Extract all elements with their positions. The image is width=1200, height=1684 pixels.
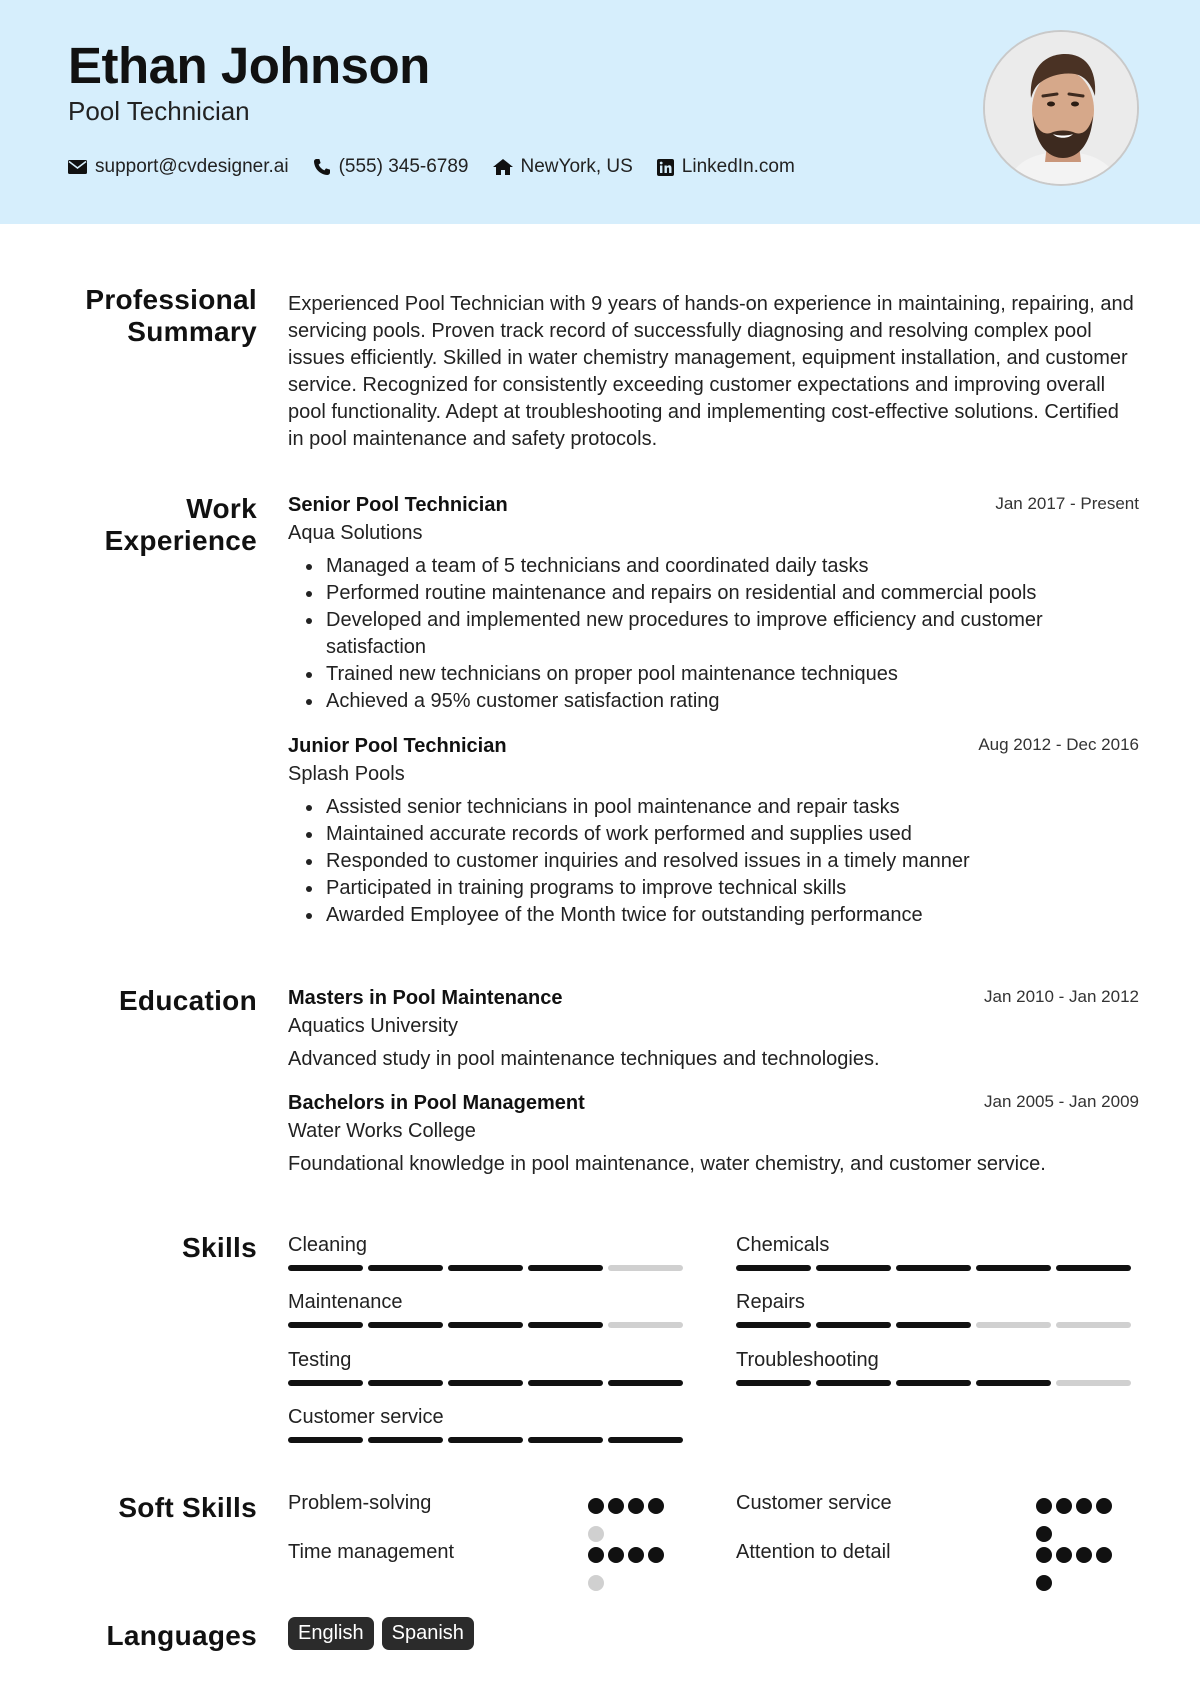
skill-label: Cleaning [288,1234,367,1256]
skill-segment-filled [896,1265,971,1271]
bullet-item: Developed and implemented new procedures to improve efficiency and customer satisfaction [288,607,1139,661]
soft-skill-label: Time management [288,1541,454,1563]
profile-photo [983,30,1139,186]
language-badge: English [288,1617,374,1650]
section-heading-skills [182,1232,257,1264]
rating-dot-filled [648,1547,664,1563]
rating-dot-empty [588,1526,604,1542]
rating-dot-filled [1096,1498,1112,1514]
candidate-name: Ethan Johnson [68,37,430,94]
skill-label: Maintenance [288,1291,403,1313]
skill-label: Troubleshooting [736,1349,879,1371]
bullet-item: Managed a team of 5 technicians and coordinated daily tasks [288,553,1139,580]
bullet-item: Participated in training programs to improve technical skills [288,875,1139,902]
education-school: Aquatics University [288,1015,459,1037]
job-dates: Aug 2012 - Dec 2016 [978,735,1139,754]
skill-segment-filled [368,1380,443,1386]
bullet-item: Responded to customer inquiries and resolved issues in a timely manner [288,848,1139,875]
rating-dot-filled [1056,1547,1072,1563]
job-role: Senior Pool Technician [288,494,508,516]
section-heading-education [119,985,257,1017]
education-degree: Masters in Pool Maintenance [288,987,563,1009]
contact-location-text: NewYork, US [520,156,633,177]
skill-segment-filled [976,1265,1051,1271]
skill-level-bar [736,1322,1136,1328]
skill-item [288,1234,688,1271]
rating-dot-filled [608,1498,624,1514]
soft-skill-label: Customer service [736,1492,892,1514]
rating-dot-filled [1036,1575,1052,1591]
skill-segment-filled [736,1265,811,1271]
skill-segment-filled [736,1322,811,1328]
rating-dot-filled [608,1547,624,1563]
skill-item [288,1406,688,1443]
skill-item [288,1349,688,1386]
skill-segment-filled [288,1380,363,1386]
skill-level-bar [736,1265,1136,1271]
education-description: Advanced study in pool maintenance techniques and technologies. [288,1048,880,1070]
resume-header [0,0,1200,224]
skill-segment-filled [368,1265,443,1271]
skill-level-bar [736,1380,1136,1386]
rating-dot-filled [628,1547,644,1563]
skill-segment-empty [1056,1380,1131,1386]
experience-entry [288,735,1139,929]
skill-segment-filled [816,1265,891,1271]
rating-dot-filled [1036,1498,1052,1514]
rating-dot-filled [588,1547,604,1563]
skill-segment-filled [976,1380,1051,1386]
soft-skill-dots [588,1498,678,1554]
contact-bar [68,156,819,178]
section-heading-languages-text: Languages [106,1620,257,1651]
rating-dot-filled [1076,1547,1092,1563]
job-company: Aqua Solutions [288,522,423,544]
contact-email[interactable] [68,156,289,178]
section-heading-languages [106,1620,257,1652]
rating-dot-filled [1096,1547,1112,1563]
rating-dot-filled [1076,1498,1092,1514]
skill-segment-filled [288,1322,363,1328]
rating-dot-filled [628,1498,644,1514]
skill-segment-filled [896,1322,971,1328]
job-role: Junior Pool Technician [288,735,507,757]
skill-level-bar [288,1380,688,1386]
skill-segment-empty [608,1265,683,1271]
skill-segment-filled [288,1437,363,1443]
education-description: Foundational knowledge in pool maintenance, water chemistry, and customer service. [288,1153,1046,1175]
skill-segment-filled [608,1437,683,1443]
soft-skill-dots [1036,1547,1126,1603]
language-badge: Spanish [382,1617,474,1650]
skill-segment-empty [976,1322,1051,1328]
section-heading-soft-skills-text: Soft Skills [118,1492,257,1523]
bullet-item: Achieved a 95% customer satisfaction rating [288,688,1139,715]
rating-dot-filled [648,1498,664,1514]
section-heading-experience [77,493,257,557]
section-heading-soft-skills [118,1492,257,1524]
skill-segment-filled [528,1437,603,1443]
skill-segment-filled [896,1380,971,1386]
skill-segment-empty [1056,1322,1131,1328]
skill-segment-filled [1056,1265,1131,1271]
job-company: Splash Pools [288,763,405,785]
soft-skill-dots [588,1547,678,1603]
summary-text: Experienced Pool Technician with 9 years of hands-on experience in maintaining, repairing, and servicing pools. Proven track record of successfully diagnosing and resolving complex pool issues efficiently. Skilled in water chemistry management, equipment installation, and customer service. Recognized for consistently exceeding customer expectations and improving overall pool functionality. Adept at troubleshooting and implementing cost-effective solutions. Certified in pool maintenance and safety protocols. [288,293,1134,450]
education-entry [288,987,1139,1073]
linkedin-icon [657,159,674,176]
rating-dot-filled [1036,1547,1052,1563]
skill-segment-filled [528,1322,603,1328]
skill-segment-filled [368,1322,443,1328]
contact-linkedin-text: LinkedIn.com [681,156,795,177]
skill-segment-filled [608,1380,683,1386]
soft-skill-label: Attention to detail [736,1541,891,1563]
education-dates: Jan 2005 - Jan 2009 [983,1092,1139,1111]
rating-dot-filled [588,1498,604,1514]
skill-segment-filled [528,1265,603,1271]
skill-segment-filled [816,1322,891,1328]
skill-item [288,1291,688,1328]
job-title: Pool Technician [68,96,250,126]
section-heading-summary [0,284,257,348]
section-heading-education-text: Education [118,985,257,1016]
bullet-item: Awarded Employee of the Month twice for outstanding performance [288,902,1139,929]
skill-level-bar [288,1322,688,1328]
contact-phone[interactable] [313,156,469,178]
bullet-item: Assisted senior technicians in pool maintenance and repair tasks [288,794,1139,821]
envelope-icon [68,160,87,174]
education-school: Water Works College [288,1120,476,1142]
bullet-item: Trained new technicians on proper pool maintenance techniques [288,661,1139,688]
education-dates: Jan 2010 - Jan 2012 [983,987,1139,1006]
skill-item [736,1349,1136,1386]
education-entry [288,1092,1139,1178]
job-bullets [288,794,1139,929]
rating-dot-filled [1036,1526,1052,1542]
skill-segment-filled [448,1322,523,1328]
contact-linkedin[interactable] [657,156,795,178]
skill-level-bar [288,1265,688,1271]
home-icon [493,159,513,175]
skill-segment-filled [816,1380,891,1386]
skill-label: Repairs [736,1291,805,1313]
bullet-item: Performed routine maintenance and repairs on residential and commercial pools [288,580,1139,607]
skill-segment-filled [448,1265,523,1271]
skill-level-bar [288,1437,688,1443]
job-bullets [288,553,1139,715]
contact-location [493,156,633,178]
section-heading-summary-text: Professional Summary [85,284,257,347]
skill-item [736,1291,1136,1328]
skill-label: Chemicals [736,1234,830,1256]
skill-segment-filled [288,1265,363,1271]
education-degree: Bachelors in Pool Management [288,1092,585,1114]
section-heading-skills-text: Skills [182,1232,257,1263]
soft-skill-dots [1036,1498,1126,1554]
skill-label: Testing [288,1349,352,1371]
skill-segment-empty [608,1322,683,1328]
phone-icon [313,158,331,176]
job-dates: Jan 2017 - Present [995,494,1139,513]
skill-segment-filled [448,1380,523,1386]
skill-label: Customer service [288,1406,444,1428]
skill-segment-filled [448,1437,523,1443]
bullet-item: Maintained accurate records of work performed and supplies used [288,821,1139,848]
rating-dot-filled [1056,1498,1072,1514]
contact-email-text: support@cvdesigner.ai [95,156,289,177]
soft-skill-label: Problem-solving [288,1492,432,1514]
rating-dot-empty [588,1575,604,1591]
contact-phone-text: (555) 345-6789 [338,156,469,177]
experience-entry [288,494,1139,715]
skill-segment-filled [528,1380,603,1386]
section-heading-experience-text: Work Experience [104,493,257,556]
languages-list [288,1617,482,1650]
skill-item [736,1234,1136,1271]
skill-segment-filled [368,1437,443,1443]
skill-segment-filled [736,1380,811,1386]
